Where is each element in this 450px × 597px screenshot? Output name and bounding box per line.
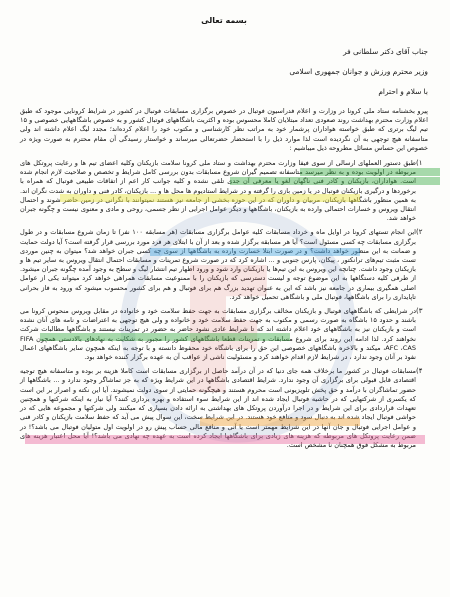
list-item xyxy=(20,307,428,362)
recipient-name: جناب آقای دکتر سلطانی فر xyxy=(343,47,428,56)
list-item xyxy=(20,367,428,450)
item-text: این انجام تستهای کرونا در اوایل ماه و خرداد مسابقات کلیه عوامل برگزاری مسابقات (هر مسابقه ۱۰۰ نفر) تا زمان شروع مسابقات و در طول برگزاری مسابقات چه کسی مسئول است؟ آیا هر مسابقه برگزار شده و بعد از آن با ابتلای هر فرد مورد بررسی قرار گرفته است؟ آیا دولت حمایت و ضمانت به این منظور خواهد داشت؟ و در صورت ابتلا خسارت وارده به باشگاهها از سوی چه کسی جبران خواهد شد؟ میتوان به چنین موردی تست مثبت تیم‌های ترانکتور ، پیکان، پارس جنوبی و ... اشاره کرد که در صورت شروع تمرینات و مسابقات احتمال انتقال ویروس به سایر تیم ها و بازیکنان وجود داشت. چنانچه این ویروس به این تیم‌ها یا بازیکنان وارد شود و ورود اظهار تیم انتشار لیگ و سطح به وجود آمده چگونه جبران میشود. از طرفی کلیه دستگاهها به این موضوع توجه و لیست دسترسی که بازیکنان را با ممنوعیت مسابقات همراهی خواهد کرد میتواند یکی از عوامل اصلی همگیری بیماری در جامعه نیز باشد که این به عنوان تهدید بزرگ هم برای فوتبال و هم برای کشور محسوب میشود که ورود به فاز بحرانی تاپایداری را برای باشگاهها، فوتبال ملی و باشگاهی تحمیل خواهد کرد. xyxy=(20,228,416,301)
recipient-title: وزیر محترم ورزش و جوانان جمهوری اسلامی xyxy=(289,67,428,76)
intro-paragraph: پیرو بخشنامه ستاد ملی کرونا در وزارت و اعلام فدراسیون فوتبال در خصوص برگزاری مسابقات فوتبال در کشور در شرایط کرونایی موجود که طبق اعلام وزارت محترم بهداشت روند صعودی تعداد مبتلایان کاملا محسوس بوده و اکثریت باشگاههای فوتبال کشور و به خصوص باشگاههایی خصوصی و ۱۵ تیم لیگ برتری که طبق خواسته هواداران پرشمار خود به مراتب نظر کارشناسی و مکتوب خود را اعلام کرده‌اند؛ مجدد لیگ اعلام داشته اند ولی متاسفانه هیچ توجهی به آن نگردیده است لذا موارد ذیل را با استحضار حضرتعالی میرساند و خواستار رسیدگی آن مقام محترم به صورت ویژه در خصوص این حساس مسائل مطروحه ذیل میباشیم : xyxy=(20,107,428,152)
item-number: ۲) xyxy=(416,228,423,237)
item-text: طبق دستور العملهای ارسالی از سوی فیفا وزارت محترم بهداشت و ستاد ملی کرونا سلامت بازیکنان وکلیه اعضای تیم ها و رعایت پروتکل های مربوطه در اولویت بوده و به نظر میرسد متاسفانه تصمیم گیران شروع مسابقات بدون بررسی کامل شرایط و تخصص و صلاحیت لازم انجام شده است. هواداران، بازیکنان و کادر فنی ناگهان لغو یا معرفی آن جدی تلقی نشده و کلیه جوانب کار اعم از اتفاقات طبیعی فوتبال که همراه با برخوردها و درگیری بازیکنان فوتبال در یا زمین بازی را گرفته و در شرایط استادیوم ها محل ها و ... بازیکنان، کادر فنی و داوران به شدت نگران اند. به همین منظور باشگاهها بازیکنان، مربیان و داوران که در این حوزه بخشی از جامعه نیز هستند نمیتوانند با نگرانی در زمین حاضر شوند و احتمال انتقال ویروس و خسارات احتمالی وارده به بازیکنان، باشگاهها و دیگر عوامل اجرایی از نظر جسمی، روحی و مادی و معنوی نیست و چگونه جبران خواهد شد. xyxy=(20,159,416,223)
item-number: ۳) xyxy=(416,307,423,316)
item-text: در شرایطی که باشگاههای فوتبال و بازیکنان مخالف برگزاری مسابقات به جهت حفظ سلامت خود و خانواده در مقابل ویروس منحوس کرونا می باشند و حدود ۱۵ باشگاه به صورت رسمی و مکتوب به جهت حفظ سلامت خود و خانواده و ولی هیچ توجهی به اعتراضات و نامه های آنان نشده است و بازیکنان نیز به باشگاههای خود اعلام داشته اند که تا شرایط عادی نشود حاضر به حضور در تمرینات نیستند و باشگاهها مطالبات شرکت نخواهند کرد. لذا ادامه این روند برای شروع مسابقات و تمرینات قطعا باشگاههای کشور را مجبور به شکایت به نهادهای بالادستی همچون FIFA ،AFC ،CAS میکند و بالاخره باشگاههای خصوصی این حق را برای باشگاه خود محفوظ دانسته و با توجه به اینکه همچون سایر باشگاههای اعمال نفوذ بر آنان وجود ندارد ، در شرایط لازم اقدام خواهند کرد و مسئولیت ناشی از عواقب آن به عهده برگزار کننده خواهد بود. xyxy=(20,307,416,362)
greeting: با سلام و احترام xyxy=(378,87,428,96)
list-item xyxy=(20,228,428,302)
item-text: مسابقات فوتبال در کشور ما برخلاف همه جای دنیا که در آن درآمد حاصل از برگزاری مسابقات است کاملا هزینه بر بوده و متاسفانه هیچ توجیه اقتصادی قابل قبولی برای برگزاری آن وجود ندارد. شرایط اقتصادی باشگاهها در این شرایط ویژه که به جز تماشاگر وجود ندارد و ... باشگاهها از حضور تماشاگران با درآمد و حق پخش تلویزیونی است محروم هستند و هیچگونه حمایتی از سوی دولت نمیشوند. آیا این نکته و اصرار بر این است که یکسری از شرکتهایی که در حاشیه فوتبال ایجاد شده اند از این شرایط سوء استفاده و بهره برداری کنند؟ آیا نیاز به اینکه شرکتها و همچنین تعهدات قراردادی برای این شرایط و در اجرا درآوردن پروتکل های بهداشتی به ارائه دادن بسیاری که میکنند ولی شرکتها و مجموعه هایی که در حواشی فوتبال ایجاد شده اند به دنبال سود و منافع خود هستند. در این شرایط سخت، این سوال پیش می آید که حفظ سلامت بازیکنان و کادر فنی و عوامل اجرایی فوتبال و جان آنها در این شرایط مهمتر است یا آنی و منافع مالی حساب پیش رو در اولویت اول متولیان فوتبال می باشد؟! در ضمن رعایت پروتکل های مربوطه که هزینه های زیادی برای باشگاهها ایجاد کرده است به عهده چه نهادی می باشد؟! آیا محل اعتبار هزینه های مربوط به مشکل فوق همچنان نا مشخص است. xyxy=(20,367,416,449)
letter-heading: بسمه تعالی xyxy=(201,16,247,25)
list-item xyxy=(20,159,428,223)
item-number: ۴) xyxy=(416,367,423,376)
item-number: ۱) xyxy=(416,159,423,168)
